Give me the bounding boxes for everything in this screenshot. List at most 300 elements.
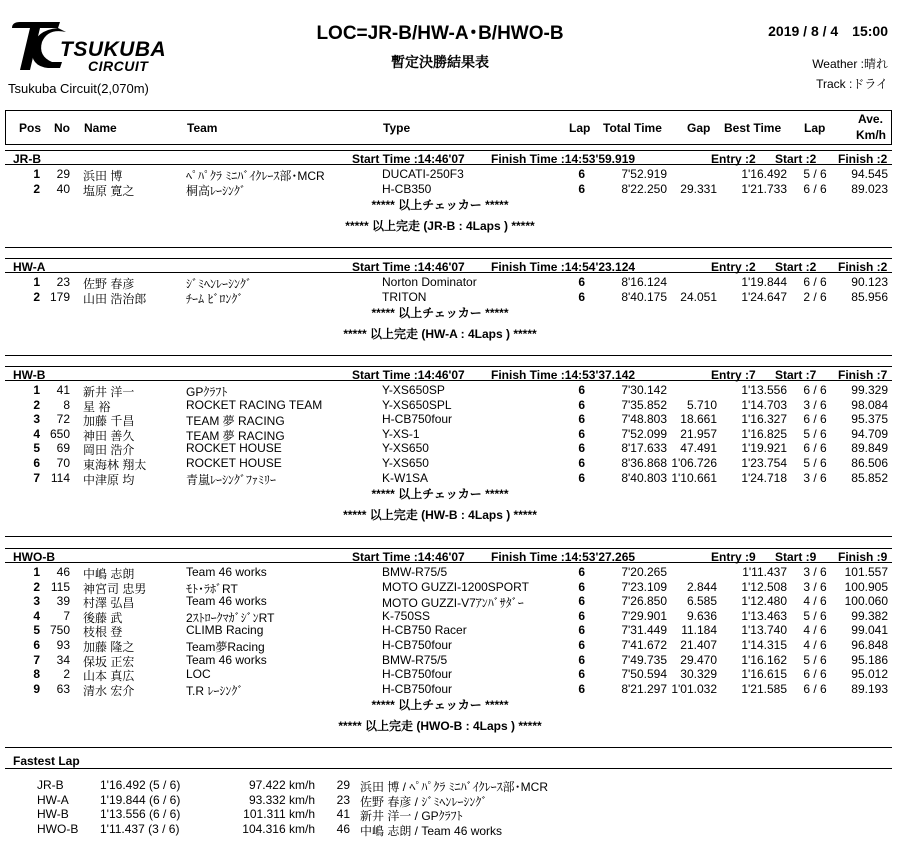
cell-lap: 6 <box>578 623 585 638</box>
table-row <box>5 411 892 429</box>
cell-type: DUCATI-250F3 <box>382 167 464 181</box>
start-count: Start :2 <box>775 260 817 274</box>
cell-no: 750 <box>49 623 70 638</box>
class-header <box>5 258 892 273</box>
fastest-driver: 佐野 春彦 / ｼﾞﾐﾍﾝﾚｰｼﾝｸﾞ <box>360 794 488 809</box>
page-subtitle: 暫定決勝結果表 <box>391 54 489 70</box>
cell-total: 7'26.850 <box>621 594 667 609</box>
table-row <box>5 593 892 611</box>
cell-gap: 1'06.726 <box>671 456 717 470</box>
cell-gap: 11.184 <box>681 623 717 638</box>
cell-total: 7'52.099 <box>621 426 667 441</box>
cell-total: 8'40.175 <box>621 289 667 304</box>
cell-type: BMW-R75/5 <box>382 652 448 667</box>
cell-lap: 6 <box>578 565 585 579</box>
cell-gap: 30.329 <box>680 667 717 682</box>
cell-best-lap: 5 / 6 <box>803 608 827 623</box>
cell-lap: 6 <box>578 579 585 594</box>
cell-type: MOTO GUZZI-V7ｱﾝﾊﾞｻﾀﾞｰ <box>382 596 524 611</box>
cell-best-lap: 6 / 6 <box>803 681 827 696</box>
checker-note: ***** 以上チェッカー ***** <box>371 198 509 213</box>
cell-best: 1'13.556 <box>741 383 787 397</box>
cell-team: ﾍﾟﾊﾟｸﾗ ﾐﾆﾊﾞｲｸﾚｰｽ部･MCR <box>186 169 325 183</box>
fastest-cls: HW-A <box>37 792 69 807</box>
table-row <box>5 666 892 684</box>
cell-pos: 5 <box>33 441 40 456</box>
table-row <box>5 652 892 667</box>
col-best-time: Best Time <box>724 121 782 135</box>
cell-ave: 99.382 <box>851 608 888 623</box>
cell-ave: 100.905 <box>844 579 888 594</box>
cell-best-lap: 5 / 6 <box>803 456 827 470</box>
cell-best: 1'19.844 <box>741 275 787 289</box>
cell-best-lap: 4 / 6 <box>803 638 827 652</box>
cell-best: 1'21.733 <box>741 181 787 196</box>
cell-ave: 99.329 <box>851 383 888 397</box>
cell-name: 枝根 登 <box>83 625 123 640</box>
fastest-cls: HWO-B <box>37 821 79 836</box>
cell-total: 7'35.852 <box>621 397 667 412</box>
cell-lap: 6 <box>578 608 585 623</box>
table-row <box>5 382 892 397</box>
class-header <box>5 150 892 165</box>
cell-best-lap: 3 / 6 <box>803 397 827 412</box>
logo-word-tsukuba: TSUKUBA <box>60 38 167 61</box>
cell-team: ｼﾞﾐﾍﾝﾚｰｼﾝｸﾞ <box>186 277 253 291</box>
fastest-speed: 104.316 km/h <box>242 821 315 836</box>
cell-total: 7'49.735 <box>621 652 667 667</box>
cell-type: TRITON <box>382 289 427 304</box>
cell-lap: 6 <box>578 275 585 289</box>
class-name: HW-A <box>13 260 46 274</box>
start-time: Start Time :14:46'07 <box>352 152 465 166</box>
start-count: Start :2 <box>775 152 817 166</box>
cell-total: 7'30.142 <box>621 383 667 397</box>
cell-total: 8'16.124 <box>621 275 667 289</box>
cell-type: H-CB350 <box>382 181 432 196</box>
cell-best: 1'11.437 <box>742 565 787 579</box>
cell-ave: 94.545 <box>851 167 888 181</box>
track-condition: Track :ドライ <box>816 77 888 91</box>
cell-best: 1'16.615 <box>741 667 787 682</box>
cell-best: 1'12.508 <box>741 579 787 594</box>
cell-type: H-CB750four <box>382 667 453 682</box>
cell-pos: 5 <box>33 623 40 638</box>
cell-gap: 18.661 <box>680 412 717 427</box>
cell-best-lap: 2 / 6 <box>803 289 827 304</box>
cell-no: 34 <box>56 652 70 667</box>
start-count: Start :7 <box>775 368 817 382</box>
cell-team: 桐高ﾚｰｼﾝｸﾞ <box>186 183 247 198</box>
table-row <box>5 470 892 485</box>
cell-best-lap: 5 / 6 <box>803 167 827 181</box>
finish-time: Finish Time :14:53'59.919 <box>491 152 636 166</box>
cell-ave: 89.023 <box>851 181 888 196</box>
cell-pos: 6 <box>33 456 40 470</box>
cell-no: 41 <box>56 383 70 397</box>
circuit-name: Tsukuba Circuit(2,070m) <box>8 81 149 96</box>
fastest-cls: HW-B <box>37 807 69 822</box>
table-row <box>5 397 892 412</box>
col-best-lap: Lap <box>804 121 826 135</box>
cell-team: Team 46 works <box>186 652 267 667</box>
cell-pos: 2 <box>33 181 40 196</box>
cell-name: 山田 浩治郎 <box>83 291 147 306</box>
cell-total: 8'17.633 <box>621 441 667 456</box>
class-header <box>5 548 892 563</box>
cell-lap: 6 <box>578 652 585 667</box>
entry-count: Entry :2 <box>711 152 756 166</box>
cell-no: 39 <box>56 594 70 609</box>
entry-count: Entry :7 <box>711 368 756 382</box>
cell-best-lap: 6 / 6 <box>803 383 827 397</box>
cell-name: 浜田 博 <box>83 169 123 183</box>
date-time: 2019 / 8 / 4 15:00 <box>768 23 888 39</box>
cell-total: 7'20.265 <box>621 565 667 579</box>
start-time: Start Time :14:46'07 <box>352 368 465 382</box>
cell-gap: 21.957 <box>680 426 717 441</box>
cell-gap: 5.710 <box>686 397 717 412</box>
cell-pos: 8 <box>33 667 40 682</box>
fastest-lap-row <box>5 777 892 792</box>
cell-best-lap: 6 / 6 <box>803 667 827 682</box>
cell-total: 8'22.250 <box>621 181 667 196</box>
cell-gap: 21.407 <box>680 638 717 652</box>
cell-pos: 2 <box>33 289 40 304</box>
cell-total: 7'52.919 <box>621 167 667 181</box>
finish-time: Finish Time :14:54'23.124 <box>491 260 636 274</box>
cell-gap: 47.491 <box>680 441 717 456</box>
cell-no: 179 <box>49 289 70 304</box>
cell-pos: 6 <box>33 638 40 652</box>
cell-best: 1'23.754 <box>741 456 787 470</box>
cell-gap: 6.585 <box>686 594 717 609</box>
cell-ave: 95.186 <box>851 652 888 667</box>
cell-team: LOC <box>186 667 211 682</box>
checker-note: ***** 以上チェッカー ***** <box>371 698 509 713</box>
fastest-lap-header <box>5 753 892 769</box>
fastest-time: 1'11.437 (3 / 6) <box>100 821 180 836</box>
cell-team: ROCKET HOUSE <box>186 456 282 470</box>
table-row <box>5 579 892 594</box>
cell-pos: 1 <box>33 383 40 397</box>
table-row <box>5 289 892 304</box>
fastest-lap-row <box>5 792 892 807</box>
cell-type: Y-XS650 <box>382 441 429 456</box>
cell-pos: 2 <box>33 579 40 594</box>
cell-lap: 6 <box>578 426 585 441</box>
cell-pos: 9 <box>33 681 40 696</box>
cell-type: Y-XS650SP <box>382 383 445 397</box>
class-header <box>5 366 892 381</box>
cell-name: 神田 善久 <box>83 428 135 443</box>
cell-total: 7'48.803 <box>621 412 667 427</box>
cell-best: 1'19.921 <box>741 441 787 456</box>
table-row <box>5 622 892 640</box>
cell-best: 1'13.463 <box>741 608 787 623</box>
cell-gap: 9.636 <box>686 608 717 623</box>
cell-name: 加藤 隆之 <box>83 640 135 654</box>
fastest-no: 41 <box>336 807 350 822</box>
cell-no: 29 <box>56 167 70 181</box>
col-total-time: Total Time <box>603 121 662 135</box>
cell-best-lap: 5 / 6 <box>803 652 827 667</box>
finish-note: ***** 以上完走 (HWO-B : 4Laps ) ***** <box>338 719 542 734</box>
table-row <box>5 181 892 196</box>
cell-gap: 1'01.032 <box>671 681 717 696</box>
cell-ave: 85.852 <box>851 470 888 485</box>
cell-lap: 6 <box>578 397 585 412</box>
finish-note: ***** 以上完走 (JR-B : 4Laps ) ***** <box>345 219 535 234</box>
fastest-driver: 新井 洋一 / GPｸﾗﾌﾄ <box>360 809 463 824</box>
checker-note: ***** 以上チェッカー ***** <box>371 306 509 321</box>
cell-name: 中嶋 志朗 <box>83 567 135 581</box>
cell-type: H-CB750 Racer <box>382 623 467 638</box>
cell-ave: 86.506 <box>851 456 888 470</box>
cell-type: H-CB750four <box>382 681 453 696</box>
start-count: Start :9 <box>775 550 817 564</box>
cell-best: 1'16.162 <box>741 652 787 667</box>
cell-best-lap: 5 / 6 <box>803 426 827 441</box>
class-name: HWO-B <box>13 550 55 564</box>
fastest-speed: 97.422 km/h <box>248 778 315 792</box>
cell-pos: 7 <box>33 470 40 485</box>
checker-note: ***** 以上チェッカー ***** <box>371 487 509 502</box>
cell-name: 岡田 浩介 <box>83 443 135 458</box>
finish-time: Finish Time :14:53'27.265 <box>491 550 636 564</box>
cell-ave: 89.849 <box>851 441 888 456</box>
cell-pos: 1 <box>33 565 40 579</box>
cell-no: 72 <box>56 412 70 427</box>
cell-team: ROCKET RACING TEAM <box>186 397 323 412</box>
cell-best-lap: 4 / 6 <box>803 594 827 609</box>
col-name: Name <box>84 121 117 135</box>
cell-no: 70 <box>56 456 70 470</box>
cell-best-lap: 3 / 6 <box>803 470 827 485</box>
finish-note: ***** 以上完走 (HW-A : 4Laps ) ***** <box>343 327 537 342</box>
cell-name: 新井 洋一 <box>83 385 135 399</box>
cell-best-lap: 6 / 6 <box>803 412 827 427</box>
fastest-time: 1'13.556 (6 / 6) <box>100 807 181 822</box>
col-pos: Pos <box>19 121 42 135</box>
cell-ave: 85.956 <box>851 289 888 304</box>
cell-pos: 3 <box>33 412 40 427</box>
col-kmh: Km/h <box>856 128 886 142</box>
cell-type: Y-XS650 <box>382 456 429 470</box>
cell-type: Norton Dominator <box>382 275 477 289</box>
cell-no: 23 <box>56 275 70 289</box>
cell-type: Y-XS-1 <box>382 426 420 441</box>
logo-word-circuit: CIRCUIT <box>88 58 149 74</box>
cell-lap: 6 <box>578 441 585 456</box>
fastest-no: 46 <box>336 821 350 836</box>
cell-ave: 98.084 <box>851 397 888 412</box>
cell-name: 清水 宏介 <box>83 683 135 698</box>
cell-type: BMW-R75/5 <box>382 565 448 579</box>
finish-count: Finish :2 <box>838 260 888 274</box>
cell-lap: 6 <box>578 667 585 682</box>
cell-lap: 6 <box>578 167 585 181</box>
cell-no: 2 <box>63 667 70 682</box>
cell-name: 保坂 正宏 <box>83 654 135 669</box>
fastest-driver: 浜田 博 / ﾍﾟﾊﾟｸﾗ ﾐﾆﾊﾞｲｸﾚｰｽ部･MCR <box>360 780 548 794</box>
fastest-no: 29 <box>336 778 350 792</box>
cell-lap: 6 <box>578 594 585 609</box>
cell-no: 93 <box>56 638 70 652</box>
cell-total: 8'21.297 <box>621 681 667 696</box>
col-lap: Lap <box>569 121 591 135</box>
entry-count: Entry :9 <box>711 550 756 564</box>
start-time: Start Time :14:46'07 <box>352 550 465 564</box>
cell-pos: 1 <box>33 275 40 289</box>
cell-best: 1'14.703 <box>741 397 787 412</box>
entry-count: Entry :2 <box>711 260 756 274</box>
cell-best-lap: 6 / 6 <box>803 441 827 456</box>
cell-no: 7 <box>63 608 70 623</box>
table-row <box>5 274 892 289</box>
finish-note: ***** 以上完走 (HW-B : 4Laps ) ***** <box>343 508 537 523</box>
section-divider <box>5 747 892 748</box>
page-title: LOC=JR-B/HW-A･B/HWO-B <box>316 23 564 44</box>
cell-pos: 1 <box>33 167 40 181</box>
cell-name: 佐野 春彦 <box>83 277 135 291</box>
table-row <box>5 681 892 696</box>
cell-total: 7'29.901 <box>621 608 667 623</box>
cell-total: 7'41.672 <box>621 638 667 652</box>
cell-team: Team 46 works <box>186 594 267 609</box>
table-row <box>5 608 892 623</box>
cell-team: TEAM 夢 RACING <box>186 428 285 443</box>
section-divider <box>5 355 892 356</box>
fastest-lap-row <box>5 806 892 824</box>
cell-name: 東海林 翔太 <box>83 458 147 472</box>
cell-pos: 4 <box>33 608 40 623</box>
cell-name: 後藤 武 <box>83 610 123 625</box>
cell-lap: 6 <box>578 638 585 652</box>
cell-no: 650 <box>49 426 70 441</box>
class-name: JR-B <box>13 152 42 166</box>
cell-total: 8'40.803 <box>621 470 667 485</box>
cell-gap: 2.844 <box>686 579 717 594</box>
cell-pos: 4 <box>33 426 40 441</box>
cell-total: 7'50.594 <box>621 667 667 682</box>
finish-time: Finish Time :14:53'37.142 <box>491 368 636 382</box>
finish-count: Finish :7 <box>838 368 888 382</box>
fastest-driver: 中嶋 志朗 / Team 46 works <box>360 823 503 838</box>
cell-best: 1'16.327 <box>741 412 787 427</box>
cell-best: 1'13.740 <box>741 623 787 638</box>
cell-no: 114 <box>50 470 70 485</box>
cell-team: 2ｽﾄﾛｰｸﾏｶﾞｼﾞﾝRT <box>186 610 275 625</box>
cell-name: 神宮司 忠男 <box>83 581 147 596</box>
cell-no: 8 <box>63 397 70 412</box>
fastest-time: 1'16.492 (5 / 6) <box>100 778 181 792</box>
cell-type: Y-XS650SPL <box>382 397 452 412</box>
section-divider <box>5 536 892 537</box>
fastest-lap-row <box>5 821 892 836</box>
cell-type: H-CB750four <box>382 638 453 652</box>
cell-name: 山本 真広 <box>83 669 135 684</box>
cell-ave: 95.012 <box>851 667 888 682</box>
cell-team: TEAM 夢 RACING <box>186 414 285 429</box>
cell-name: 中津原 均 <box>83 472 135 487</box>
cell-team: Team夢Racing <box>186 640 265 654</box>
cell-name: 塩原 寛之 <box>83 183 135 198</box>
cell-best-lap: 6 / 6 <box>803 181 827 196</box>
cell-ave: 99.041 <box>851 623 888 638</box>
cell-type: K-750SS <box>382 608 431 623</box>
cell-team: Team 46 works <box>186 565 267 579</box>
finish-count: Finish :9 <box>838 550 888 564</box>
cell-ave: 96.848 <box>851 638 888 652</box>
cell-best: 1'12.480 <box>741 594 787 609</box>
cell-lap: 6 <box>578 181 585 196</box>
section-divider <box>5 247 892 248</box>
cell-best-lap: 3 / 6 <box>803 565 827 579</box>
cell-gap: 29.331 <box>680 181 717 196</box>
finish-count: Finish :2 <box>838 152 888 166</box>
table-row <box>5 426 892 441</box>
fastest-cls: JR-B <box>37 778 64 792</box>
weather: Weather :晴れ <box>812 57 888 71</box>
cell-lap: 6 <box>578 383 585 397</box>
cell-ave: 89.193 <box>851 681 888 696</box>
cell-name: 村澤 弘昌 <box>83 596 135 611</box>
cell-ave: 90.123 <box>851 275 888 289</box>
cell-ave: 95.375 <box>851 412 888 427</box>
start-time: Start Time :14:46'07 <box>352 260 465 274</box>
cell-best: 1'16.825 <box>741 426 787 441</box>
col-team: Team <box>187 121 218 135</box>
cell-best-lap: 3 / 6 <box>803 579 827 594</box>
cell-no: 46 <box>56 565 70 579</box>
table-row <box>5 440 892 458</box>
cell-no: 115 <box>50 579 70 594</box>
col-gap: Gap <box>687 121 711 135</box>
col-no: No <box>54 121 70 135</box>
table-row <box>5 564 892 579</box>
cell-pos: 3 <box>33 594 40 609</box>
cell-gap: 29.470 <box>680 652 717 667</box>
cell-ave: 100.060 <box>844 594 888 609</box>
cell-total: 7'31.449 <box>621 623 667 638</box>
cell-pos: 7 <box>33 652 40 667</box>
column-header <box>5 110 892 145</box>
fastest-speed: 101.311 km/h <box>243 807 315 822</box>
table-row <box>5 637 892 652</box>
table-row <box>5 166 892 181</box>
cell-team: ﾁｰﾑ ﾋﾞﾛﾝｸﾞ <box>186 291 244 306</box>
class-name: HW-B <box>13 368 46 382</box>
cell-best: 1'24.647 <box>741 289 787 304</box>
fastest-lap-title: Fastest Lap <box>13 754 80 768</box>
cell-lap: 6 <box>578 412 585 427</box>
cell-name: 星 裕 <box>83 399 111 414</box>
cell-team: 青嵐ﾚｰｼﾝｸﾞﾌｧﾐﾘｰ <box>186 472 277 487</box>
fastest-speed: 93.332 km/h <box>248 792 315 807</box>
cell-team: T.R ﾚｰｼﾝｸﾞ <box>186 683 244 698</box>
cell-best: 1'16.492 <box>741 167 787 181</box>
cell-lap: 6 <box>578 456 585 470</box>
cell-no: 63 <box>56 681 70 696</box>
cell-lap: 6 <box>578 681 585 696</box>
col-ave: Ave. <box>858 112 883 126</box>
cell-no: 40 <box>56 181 70 196</box>
cell-team: CLIMB Racing <box>186 623 264 638</box>
cell-gap: 24.051 <box>680 289 717 304</box>
cell-best: 1'14.315 <box>741 638 787 652</box>
col-type: Type <box>383 121 411 135</box>
